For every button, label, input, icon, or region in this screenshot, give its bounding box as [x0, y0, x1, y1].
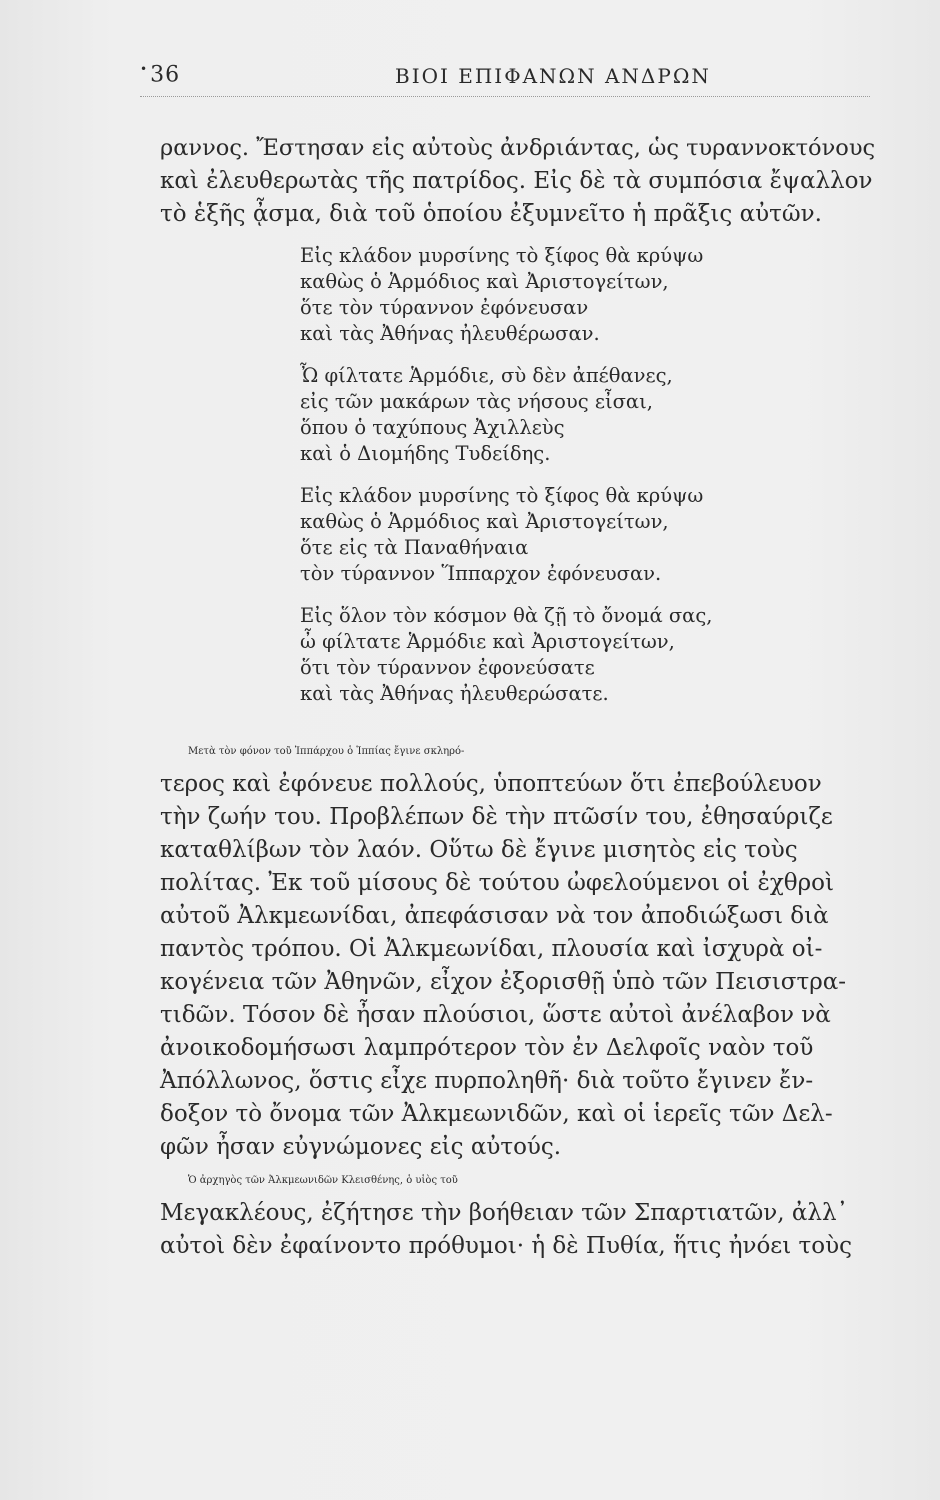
- body-paragraphs: [160, 735, 876, 1263]
- intro-paragraph: [160, 132, 876, 231]
- running-head: ΒΙΟΙ ΕΠΙΦΑΝΩΝ ΑΝΔΡΩΝ: [395, 64, 711, 88]
- page-number-mark: •: [140, 62, 149, 76]
- text-line: ἀνοικοδομήσωσι λαμπρότερον τὸν ἐν Δελφοῖς ναὸν τοῦ: [160, 1035, 814, 1061]
- poem-line: ὅπου ὁ ταχύπους Ἀχιλλεὺς: [300, 416, 565, 439]
- poem-line: ὅτι τὸν τύραννον ἐφονεύσατε: [300, 656, 595, 679]
- text-line: πολίτας. Ἐκ τοῦ μίσους δὲ τούτου ὠφελούμενοι οἱ ἐχθροὶ: [160, 870, 834, 896]
- text-line: Ὁ ἀρχηγὸς τῶν Ἀλκμεωνιδῶν Κλεισθένης, ὁ υἱὸς τοῦ: [188, 1175, 458, 1186]
- page-number: [140, 62, 180, 87]
- text-line: τιδῶν. Τόσον δὲ ἦσαν πλούσιοι, ὥστε αὐτοὶ ἀνέλαβον νὰ: [160, 1002, 831, 1028]
- poem-line: καθὼς ὁ Ἁρμόδιος καὶ Ἀριστογείτων,: [300, 510, 669, 533]
- text-line: τὸ ἑξῆς ᾆσμα, διὰ τοῦ ὁποίου ἐξυμνεῖτο ἡ πρᾶξις αὐτῶν.: [160, 201, 822, 227]
- poem-line: Ὦ φίλτατε Ἁρμόδιε, σὺ δὲν ἀπέθανες,: [300, 364, 673, 387]
- text-line: τερος καὶ ἐφόνευε πολλούς, ὑποπτεύων ὅτι ἐπεβούλευον: [160, 771, 822, 797]
- poem-line: εἰς τῶν μακάρων τὰς νήσους εἶσαι,: [300, 390, 653, 413]
- text-line: αὐτοὶ δὲν ἐφαίνοντο πρόθυμοι· ἡ δὲ Πυθία, ἥτις ἠνόει τοὺς: [160, 1233, 852, 1259]
- poem-line: ὅτε τὸν τύραννον ἐφόνευσαν: [300, 296, 589, 319]
- text-line: παντὸς τρόπου. Οἱ Ἀλκμεωνίδαι, πλουσία καὶ ἰσχυρὰ οἰ-: [160, 936, 823, 962]
- text-line: Ἀπόλλωνος, ὅστις εἶχε πυρποληθῆ· διὰ τοῦτο ἔγινεν ἔν-: [160, 1068, 814, 1094]
- page-header: [140, 62, 870, 94]
- poem-line: καὶ τὰς Ἀθήνας ἠλευθερώσατε.: [300, 682, 609, 705]
- poem-stanza: [300, 363, 770, 467]
- poem: [300, 243, 770, 723]
- text-line: δοξον τὸ ὄνομα τῶν Ἀλκμεωνιδῶν, καὶ οἱ ἱερεῖς τῶν Δελ-: [160, 1101, 833, 1127]
- poem-line: τὸν τύραννον Ἵππαρχον ἐφόνευσαν.: [300, 562, 662, 585]
- text-line: ραννος. Ἔστησαν εἰς αὐτοὺς ἀνδριάντας, ὡς τυραννοκτόνους: [160, 135, 876, 161]
- page-number-text: 36: [150, 62, 181, 88]
- poem-line: καὶ ὁ Διομήδης Τυδείδης.: [300, 442, 551, 465]
- poem-line: ὦ φίλτατε Ἁρμόδιε καὶ Ἀριστογείτων,: [300, 630, 675, 653]
- text-line: αὐτοῦ Ἀλκμεωνίδαι, ἀπεφάσισαν νὰ τον ἀποδιώξωσι διὰ: [160, 903, 829, 929]
- poem-line: Εἰς κλάδον μυρσίνης τὸ ξίφος θὰ κρύψω: [300, 244, 704, 267]
- text-line: Μετὰ τὸν φόνον τοῦ Ἱππάρχου ὁ Ἱππίας ἔγινε σκληρό-: [188, 746, 465, 757]
- text-line: κογένεια τῶν Ἀθηνῶν, εἶχον ἐξορισθῇ ὑπὸ τῶν Πεισιστρα-: [160, 969, 847, 995]
- poem-stanza: [300, 243, 770, 347]
- text-line: τὴν ζωήν του. Προβλέπων δὲ τὴν πτῶσίν του, ἐθησαύριζε: [160, 804, 833, 830]
- poem-stanza: [300, 483, 770, 587]
- text-line: φῶν ἦσαν εὐγνώμονες εἰς αὐτούς.: [160, 1134, 562, 1160]
- poem-line: ὅτε εἰς τὰ Παναθήναια: [300, 536, 529, 559]
- poem-line: καὶ τὰς Ἀθήνας ἠλευθέρωσαν.: [300, 322, 600, 345]
- text-line: καὶ ἐλευθερωτὰς τῆς πατρίδος. Εἰς δὲ τὰ συμπόσια ἔψαλλον: [160, 168, 873, 194]
- header-rule: [140, 96, 870, 99]
- poem-stanza: [300, 603, 770, 707]
- text-line: καταθλίβων τὸν λαόν. Οὕτω δὲ ἔγινε μισητὸς εἰς τοὺς: [160, 837, 798, 863]
- poem-line: Εἰς ὅλον τὸν κόσμον θὰ ζῇ τὸ ὄνομά σας,: [300, 604, 713, 627]
- poem-line: Εἰς κλάδον μυρσίνης τὸ ξίφος θὰ κρύψω: [300, 484, 704, 507]
- text-line: Μεγακλέους, ἐζήτησε τὴν βοήθειαν τῶν Σπαρτιατῶν, ἀλλ᾽: [160, 1200, 849, 1226]
- poem-line: καθὼς ὁ Ἁρμόδιος καὶ Ἀριστογείτων,: [300, 270, 669, 293]
